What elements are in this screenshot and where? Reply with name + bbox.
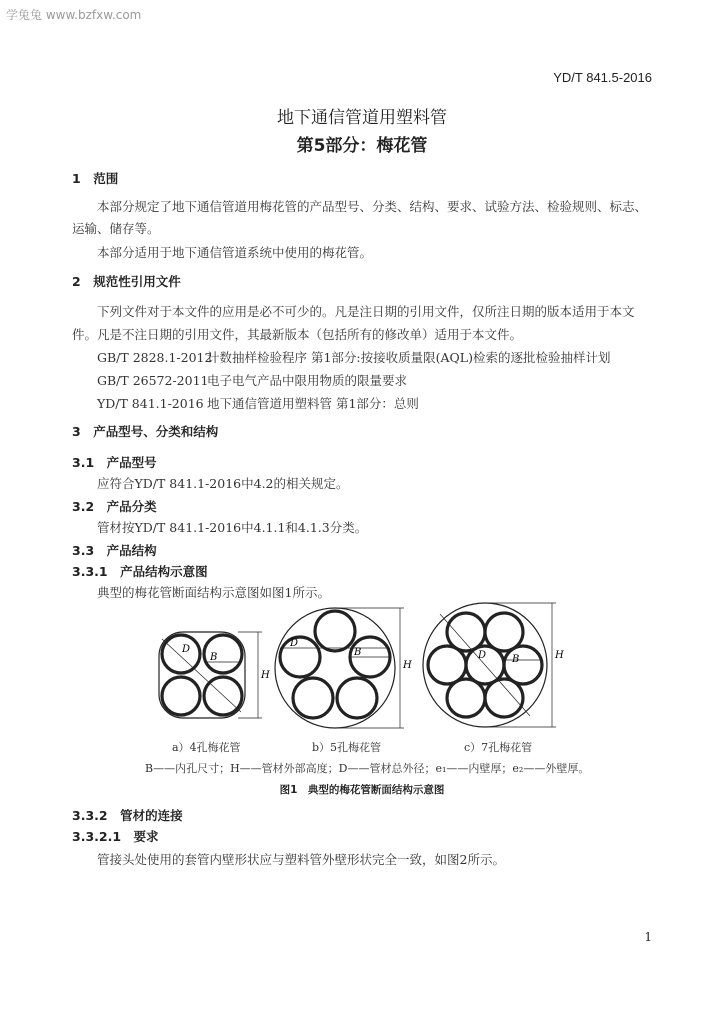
section-2-heading: 2 规范性引用文件 xyxy=(72,274,181,289)
subcaption-b: b）5孔梅花管 xyxy=(312,741,382,754)
section-3-heading: 3 产品型号、分类和结构 xyxy=(72,424,219,439)
hole xyxy=(315,611,355,651)
subcaption-a: a）4孔梅花管 xyxy=(172,741,241,754)
label-H: H xyxy=(555,650,564,661)
section-1-heading: 1 范围 xyxy=(72,171,119,186)
hole xyxy=(337,678,377,718)
label-H: H xyxy=(403,660,412,671)
figure-1-diagram xyxy=(140,600,580,730)
watermark: 学兔兔 www.bzfxw.com xyxy=(6,8,142,22)
reference-title: 电子电气产品中限用物质的限量要求 xyxy=(207,373,408,388)
section-1-para-1-line-2: 运输、储存等。 xyxy=(72,221,160,236)
outer-wall xyxy=(275,608,395,728)
section-3-2-text: 管材按YD/T 841.1-2016中4.1.1和4.1.3分类。 xyxy=(97,520,368,535)
diameter-line xyxy=(162,639,241,712)
label-D: D xyxy=(290,638,299,649)
label-B: B xyxy=(512,654,520,665)
section-3-3-2-heading: 3.3.2 管材的连接 xyxy=(72,808,183,823)
hole xyxy=(280,637,320,677)
reference-code: GB/T 2828.1-2012 xyxy=(97,350,213,365)
hole xyxy=(428,646,466,684)
section-2-para-1-line-1: 下列文件对于本文件的应用是必不可少的。凡是注日期的引用文件，仅所注日期的版本适用于本文 xyxy=(97,304,635,319)
section-3-3-heading: 3.3 产品结构 xyxy=(72,543,157,558)
document-subtitle: 第5部分：梅花管 xyxy=(296,136,428,156)
subcaption-c: c）7孔梅花管 xyxy=(464,741,533,754)
section-1-para-2: 本部分适用于地下通信管道系统中使用的梅花管。 xyxy=(97,245,373,260)
hole xyxy=(485,679,523,717)
label-D: D xyxy=(478,650,487,661)
hole xyxy=(162,677,200,715)
label-B: B xyxy=(210,652,218,663)
hole xyxy=(293,678,333,718)
reference-item xyxy=(97,394,419,412)
section-1-para-1-line-1: 本部分规定了地下通信管道用梅花管的产品型号、分类、结构、要求、试验方法、检验规则、标志、 xyxy=(97,199,648,214)
outer-wall xyxy=(159,632,245,718)
section-3-1-heading: 3.1 产品型号 xyxy=(72,455,157,470)
section-3-3-2-1-heading: 3.3.2.1 要求 xyxy=(72,829,159,844)
section-3-1-text: 应符合YD/T 841.1-2016中4.2的相关规定。 xyxy=(97,476,349,491)
hole xyxy=(162,635,200,673)
reference-item xyxy=(97,371,407,389)
figure-caption: 图1 典型的梅花管断面结构示意图 xyxy=(279,784,445,796)
four-hole-dims xyxy=(162,632,262,718)
section-3-3-1-heading: 3.3.1 产品结构示意图 xyxy=(72,564,208,579)
label-H: H xyxy=(261,670,270,681)
reference-code: YD/T 841.1-2016 xyxy=(97,396,204,411)
reference-title: 计数抽样检验程序 第1部分:按接收质量限(AQL)检索的逐批检验抽样计划 xyxy=(207,350,611,365)
five-hole-pipe xyxy=(275,608,395,728)
section-2-para-1-line-2: 件。凡是不注日期的引用文件，其最新版本（包括所有的修改单）适用于本文件。 xyxy=(72,327,523,342)
section-3-3-1-text: 典型的梅花管断面结构示意图如图1所示。 xyxy=(97,585,330,600)
section-3-2-heading: 3.2 产品分类 xyxy=(72,499,157,514)
section-1-para-1 xyxy=(72,196,660,218)
section-3-3-2-1-text: 管接头处使用的套管内壁形状应与塑料管外壁形状完全一致，如图2所示。 xyxy=(97,852,505,867)
document-title: 地下通信管道用塑料管 xyxy=(277,108,447,128)
reference-title: 地下通信管道用塑料管 第1部分：总则 xyxy=(207,396,419,411)
reference-item xyxy=(97,348,610,366)
document-number: YD/T 841.5-2016 xyxy=(553,70,652,85)
page-number: 1 xyxy=(644,930,652,944)
figure-legend: B——内孔尺寸；H——管材外部高度；D——管材总外径；e₁——内壁厚；e₂——外壁厚。 xyxy=(145,762,590,775)
seven-hole-dims xyxy=(440,603,556,727)
reference-code: GB/T 26572-2011 xyxy=(97,373,209,388)
label-D: D xyxy=(182,644,191,655)
label-B: B xyxy=(354,647,362,658)
four-hole-pipe xyxy=(159,632,245,718)
